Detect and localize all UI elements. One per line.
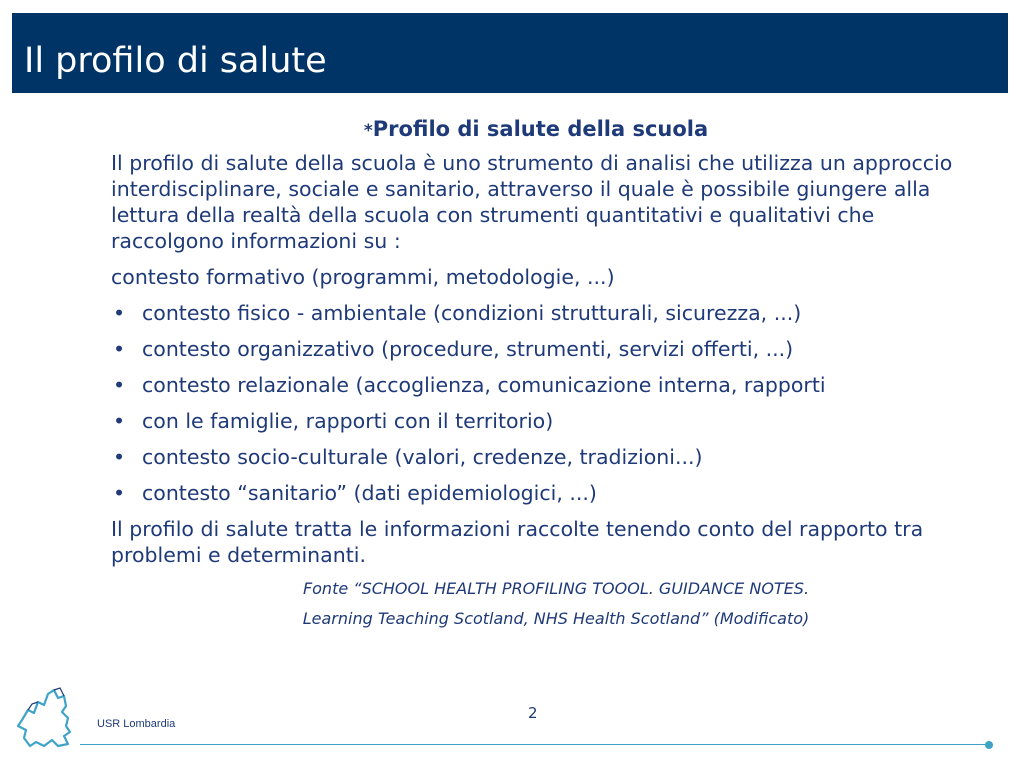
list-item — [111, 336, 961, 362]
source-citation-line-2: Learning Teaching Scotland, NHS Health Scotland” (Modificato) — [302, 609, 810, 628]
slide-content — [111, 112, 961, 638]
page-title: Il profilo di salute — [24, 41, 327, 81]
conclusion-paragraph: Il profilo di salute tratta le informazioni raccolte tenendo conto del rapporto tra problemi e determinanti. — [111, 517, 924, 567]
list-item — [111, 372, 961, 398]
subtitle-asterisk: * — [363, 121, 373, 141]
list-item-text: contesto organizzativo (procedure, strumenti, servizi offerti, ...) — [142, 337, 794, 361]
source-citation-line-1: Fonte “SCHOOL HEALTH PROFILING TOOOL. GUIDANCE NOTES. — [302, 579, 810, 598]
bullet-icon: • — [113, 445, 126, 469]
title-bar — [12, 13, 1008, 93]
subtitle-text: Profilo di salute della scuola — [372, 117, 709, 141]
section-subtitle — [111, 112, 961, 148]
footer-divider — [80, 744, 988, 745]
list-item-text: contesto fisico - ambientale (condizioni strutturali, sicurezza, ...) — [142, 301, 802, 325]
list-item — [111, 408, 961, 434]
footer-label: USR Lombardia — [97, 718, 176, 730]
list-item — [111, 300, 961, 326]
list-item-text: contesto relazionale (accoglienza, comunicazione interna, rapporti — [142, 373, 826, 397]
list-item-text: contesto socio-culturale (valori, credenze, tradizioni...) — [142, 445, 703, 469]
list-item-text: contesto “sanitario” (dati epidemiologici, ...) — [142, 481, 597, 505]
list-item — [111, 444, 961, 470]
bullet-icon: • — [113, 409, 126, 433]
intro-paragraph: Il profilo di salute della scuola è uno strumento di analisi che utilizza un approccio interdisciplinare, sociale e sanitario, attraverso il quale è possibile giungere alla lettura della realtà della scuola con strumenti quantitativi e qualitativi che raccolgono informazioni su : — [111, 151, 953, 253]
list-item — [111, 480, 961, 506]
footer-dot — [985, 741, 993, 749]
context-bullet-list — [111, 300, 961, 506]
bullet-icon: • — [113, 481, 126, 505]
lombardia-region-outline-icon — [8, 680, 88, 752]
bullet-icon: • — [113, 301, 126, 325]
bullet-icon: • — [113, 337, 126, 361]
page-number: 2 — [528, 704, 538, 722]
bullet-icon: • — [113, 373, 126, 397]
list-item-text: con le famiglie, rapporti con il territorio) — [142, 409, 554, 433]
first-context-item: contesto formativo (programmi, metodologie, ...) — [111, 265, 615, 289]
